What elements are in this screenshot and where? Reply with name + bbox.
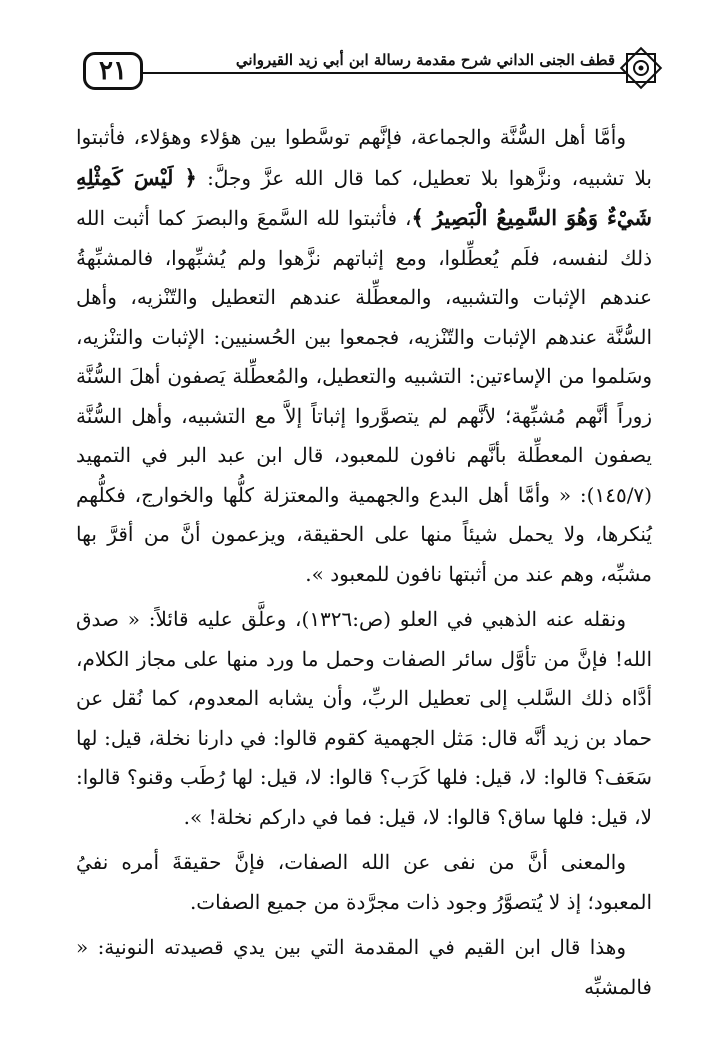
- paragraph-1: [76, 118, 652, 594]
- body-text: [76, 118, 652, 1013]
- paragraph-2: ونقله عنه الذهبي في العلو (ص:١٣٢٦)، وعلَّق عليه قائلاً: « صدق الله! فإنَّ من تأوَّل سائر الصفات وحمل ما ورد منها على مجاز الكلام، أدَّاه ذلك السَّلب إلى تعطيل الربِّ، وأن يشابه المعدوم، كما نُقل عن حماد بن زيد أنَّه قال: مَثل الجهمية كقوم قالوا: في دارنا نخلة، قيل: لها سَعَف؟ قالوا: لا، قيل: فلها كَرَب؟ قالوا: لا، قيل: لها رُطَب وقنو؟ قالوا: لا، قيل: فلها ساق؟ قالوا: لا، قيل: فما في داركم نخلة! ».: [76, 607, 652, 829]
- paragraph-3: والمعنى أنَّ من نفى عن الله الصفات، فإنَّ حقيقةَ أمره نفيُ المعبود؛ إذ لا يُتصوَّرُ وجود ذات مجرَّدة من جميع الصفات.: [76, 850, 652, 914]
- paragraph-1-part-2: ، فأثبتوا لله السَّمعَ والبصرَ كما أثبت الله ذلك لنفسه، فلَم يُعطِّلوا، ومع إثباتهم نزَّهوا ولم يُشبِّهوا، فالمشبِّهةُ عندهم الإثبات والتشبيه، والمعطِّلة عندهم التعطيل والتّنْزيه، وأهل السُّنَّة عندهم الإثبات والتّنْزيه، فجمعوا بين الحُسنيين: الإثبات والتنْزيه، وسَلموا من الإساءتين: التشبيه والتعطيل، والمُعطِّلة يَصفون أهلَ السُّنَّة زوراً أنَّهم مُشبِّهة؛ لأنَّهم لم يتصوَّروا إثباتاً إلاَّ مع التشبيه، وأهل السُّنَّة يصفون المعطِّلة بأنَّهم نافون للمعبود، قال ابن عبد البر في التمهيد (١٤٥/٧): « وأمَّا أهل البدع والجهمية والمعتزلة كلُّها والخوارج، فكلُّهم يُنكرها، ولا يحمل شيئاً منها على الحقيقة، ويزعمون أنَّ من أقرَّ بها مشبِّه، وهم عند من أثبتها نافون للمعبود ».: [76, 206, 652, 586]
- quran-verse: ﴿ لَيْسَ كَمِثْلِهِ شَيْءٌ وَهُوَ السَّمِيعُ الْبَصِيرُ ﴾: [76, 164, 652, 230]
- running-title: قطف الجنى الداني شرح مقدمة رسالة ابن أبي زيد القيرواني: [235, 51, 615, 69]
- page-header: [0, 0, 725, 110]
- header-rule: [140, 72, 628, 74]
- paragraph-4: وهذا قال ابن القيم في المقدمة التي بين يدي قصيدته النونية: « فالمشبِّه: [76, 935, 652, 999]
- page-number: ٢١: [83, 52, 143, 90]
- paragraph-1-part-1: وأمَّا أهل السُّنَّة والجماعة، فإنَّهم توسَّطوا بين هؤلاء وهؤلاء، فأثبتوا بلا تشبيه، ونزَّهوا بلا تعطيل، كما قال الله عزَّ وجلَّ:: [76, 125, 653, 190]
- ornament-icon: [617, 44, 665, 92]
